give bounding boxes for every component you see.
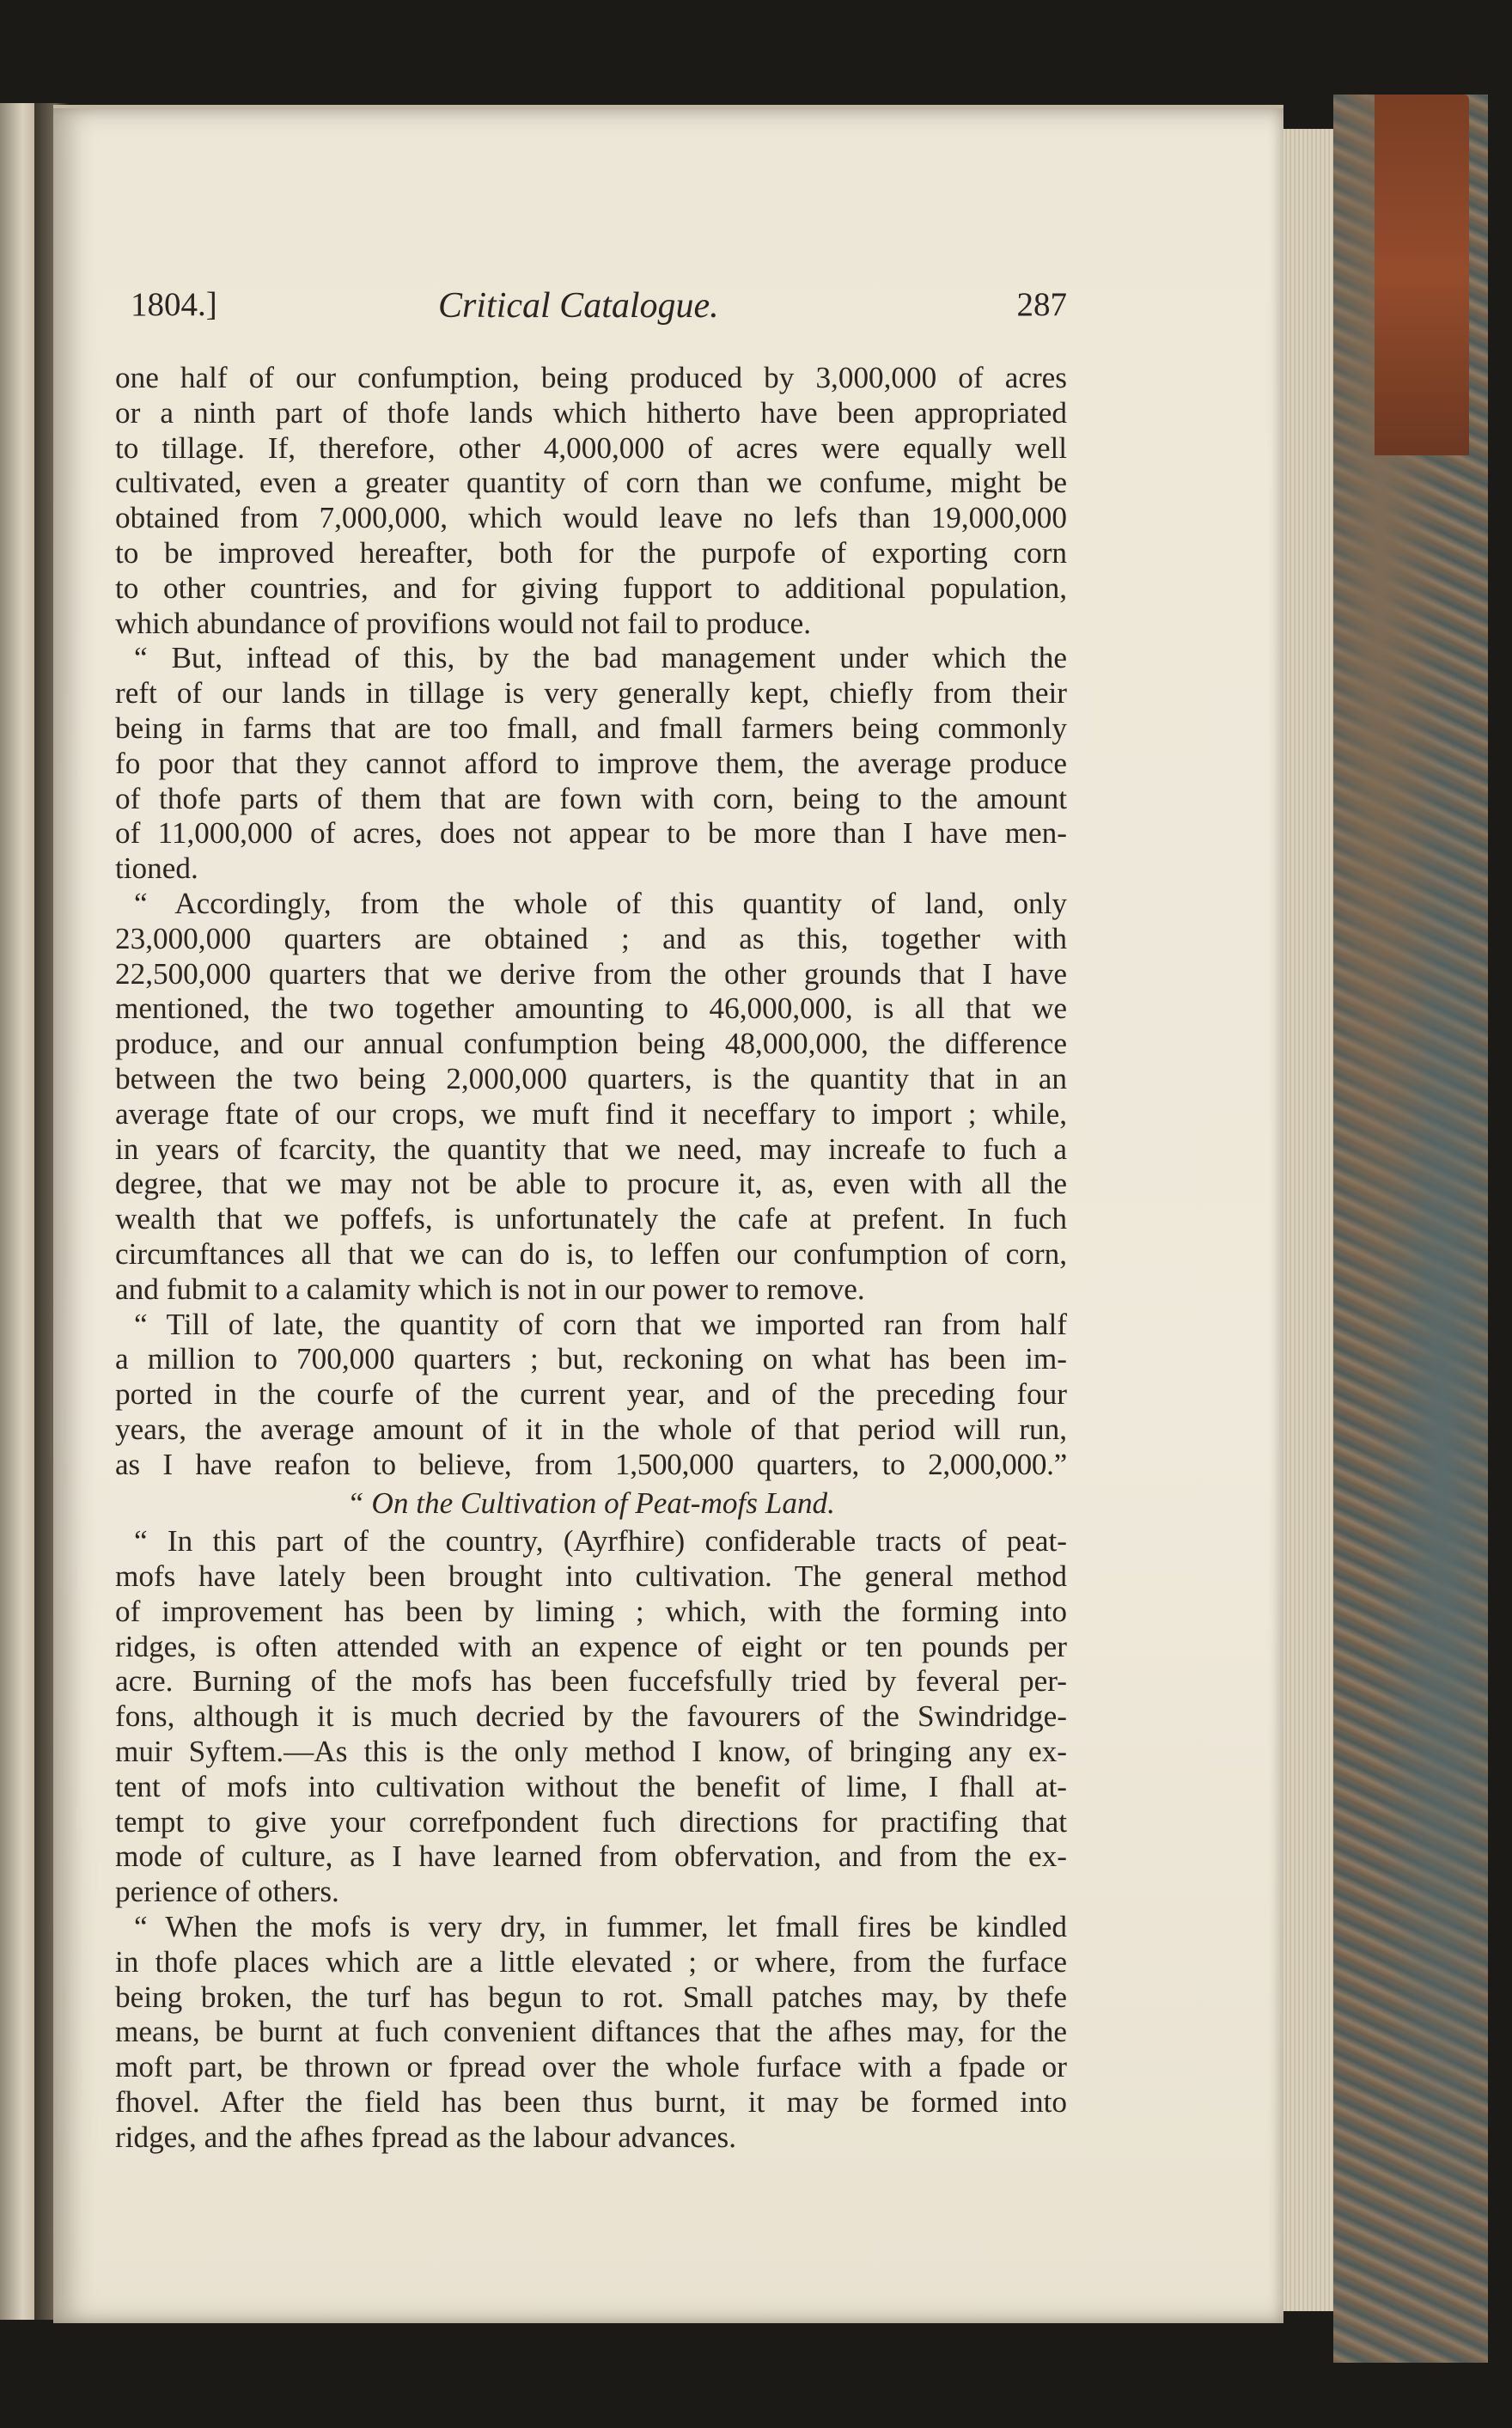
text-line: reft of our lands in tillage is very generally kept, chiefly from their <box>115 676 1067 711</box>
text-line: average ftate of our crops, we muft find it neceffary to import ; while, <box>115 1096 1067 1131</box>
text-line: ridges, and the afhes fpread as the labour advances. <box>115 2120 736 2154</box>
text-line: being broken, the turf has begun to rot. Small patches may, by thefe <box>115 1980 1067 2014</box>
text-line: of thofe parts of them that are fown with corn, being to the amount <box>115 781 1067 815</box>
text-line: ported in the courfe of the current year, and of the preceding four <box>115 1377 1067 1412</box>
text-line: “ In this part of the country, (Ayrfhire) confiderable tracts of peat- <box>134 1524 1067 1559</box>
text-line: obtained from 7,000,000, which would leave no lefs than 19,000,000 <box>115 501 1067 535</box>
text-line: “ But, inftead of this, by the bad management under which the <box>134 641 1067 675</box>
text-line: perience of others. <box>115 1875 339 1909</box>
text-line: a million to 700,000 quarters ; but, reckoning on what has been im- <box>115 1342 1067 1376</box>
text-line: ridges, is often attended with an expence of eight or ten pounds per <box>115 1629 1067 1663</box>
running-head <box>131 285 1067 337</box>
running-head-date: 1804.] <box>131 286 217 323</box>
text-line: fons, although it is much decried by the favourers of the Swindridge- <box>115 1699 1067 1734</box>
text-line: “ When the mofs is very dry, in fummer, let fmall fires be kindled <box>134 1910 1067 1944</box>
text-line: mofs have lately been brought into cultivation. The general method <box>115 1559 1067 1594</box>
text-line: fo poor that they cannot afford to improve them, the average produce <box>115 746 1067 780</box>
text-line: as I have reafon to believe, from 1,500,000 quarters, to 2,000,000.” <box>115 1447 1067 1481</box>
text-line: circumftances all that we can do is, to leffen our confumption of corn, <box>115 1236 1067 1271</box>
text-line: years, the average amount of it in the whole of that period will run, <box>115 1412 1067 1446</box>
text-line: fhovel. After the field has been thus burnt, it may be formed into <box>115 2085 1067 2120</box>
text-line: of improvement has been by liming ; which, with the forming into <box>115 1594 1067 1628</box>
text-line: 23,000,000 quarters are obtained ; and as this, together with <box>115 921 1067 955</box>
section-heading: “ On the Cultivation of Peat-mofs Land. <box>347 1485 835 1520</box>
body-text <box>115 361 1067 2156</box>
text-line: in thofe places which are a little elevated ; or where, from the furface <box>115 1944 1067 1979</box>
text-line: of 11,000,000 of acres, does not appear to be more than I have men- <box>115 816 1067 851</box>
running-head-title: Critical Catalogue. <box>438 286 719 326</box>
page-number: 287 <box>1016 286 1067 323</box>
text-line: “ Accordingly, from the whole of this quantity of land, only <box>134 886 1067 920</box>
text-line: one half of our confumption, being produced by 3,000,000 of acres <box>115 361 1067 394</box>
text-line: acre. Burning of the mofs has been fuccefsfully tried by feveral per- <box>115 1664 1067 1699</box>
text-line: to be improved hereafter, both for the purpofe of exporting corn <box>115 535 1067 570</box>
text-line: wealth that we poffefs, is unfortunately the cafe at prefent. In fuch <box>115 1202 1067 1236</box>
text-line: means, be burnt at fuch convenient diftances that the afhes may, for the <box>115 2015 1067 2049</box>
text-line: tempt to give your correfpondent fuch directions for practifing that <box>115 1804 1067 1839</box>
text-line: tioned. <box>115 851 198 886</box>
text-line: between the two being 2,000,000 quarters, is the quantity that in an <box>115 1061 1067 1095</box>
page-fore-edge <box>1283 129 1333 2311</box>
text-line: 22,500,000 quarters that we derive from the other grounds that I have <box>115 956 1067 991</box>
text-line: muir Syftem.—As this is the only method I know, of bringing any ex- <box>115 1735 1067 1769</box>
text-line: being in farms that are too fmall, and fmall farmers being commonly <box>115 711 1067 745</box>
text-line: moft part, be thrown or fpread over the whole furface with a fpade or <box>115 2050 1067 2084</box>
text-line: mode of culture, as I have learned from obfervation, and from the ex- <box>115 1839 1067 1874</box>
text-line: which abundance of provifions would not fail to produce. <box>115 606 812 640</box>
text-line: or a ninth part of thofe lands which hitherto have been appropriated <box>115 395 1067 430</box>
text-line: mentioned, the two together amounting to 46,000,000, is all that we <box>115 991 1067 1026</box>
text-line: in years of fcarcity, the quantity that we need, may increafe to fuch a <box>115 1132 1067 1166</box>
text-line: degree, that we may not be able to procure it, as, even with all the <box>115 1167 1067 1201</box>
text-line: “ Till of late, the quantity of corn that we imported ran from half <box>134 1307 1067 1341</box>
text-line: to tillage. If, therefore, other 4,000,000 of acres were equally well <box>115 430 1067 465</box>
text-line: to other countries, and for giving fupport to additional population, <box>115 570 1067 605</box>
leather-corner <box>1375 95 1469 455</box>
text-line: and fubmit to a calamity which is not in our power to remove. <box>115 1272 865 1306</box>
text-line: tent of mofs into cultivation without the benefit of lime, I fhall at- <box>115 1769 1067 1803</box>
text-line: cultivated, even a greater quantity of corn than we confume, might be <box>115 466 1067 500</box>
text-line: produce, and our annual confumption being 48,000,000, the difference <box>115 1027 1067 1061</box>
